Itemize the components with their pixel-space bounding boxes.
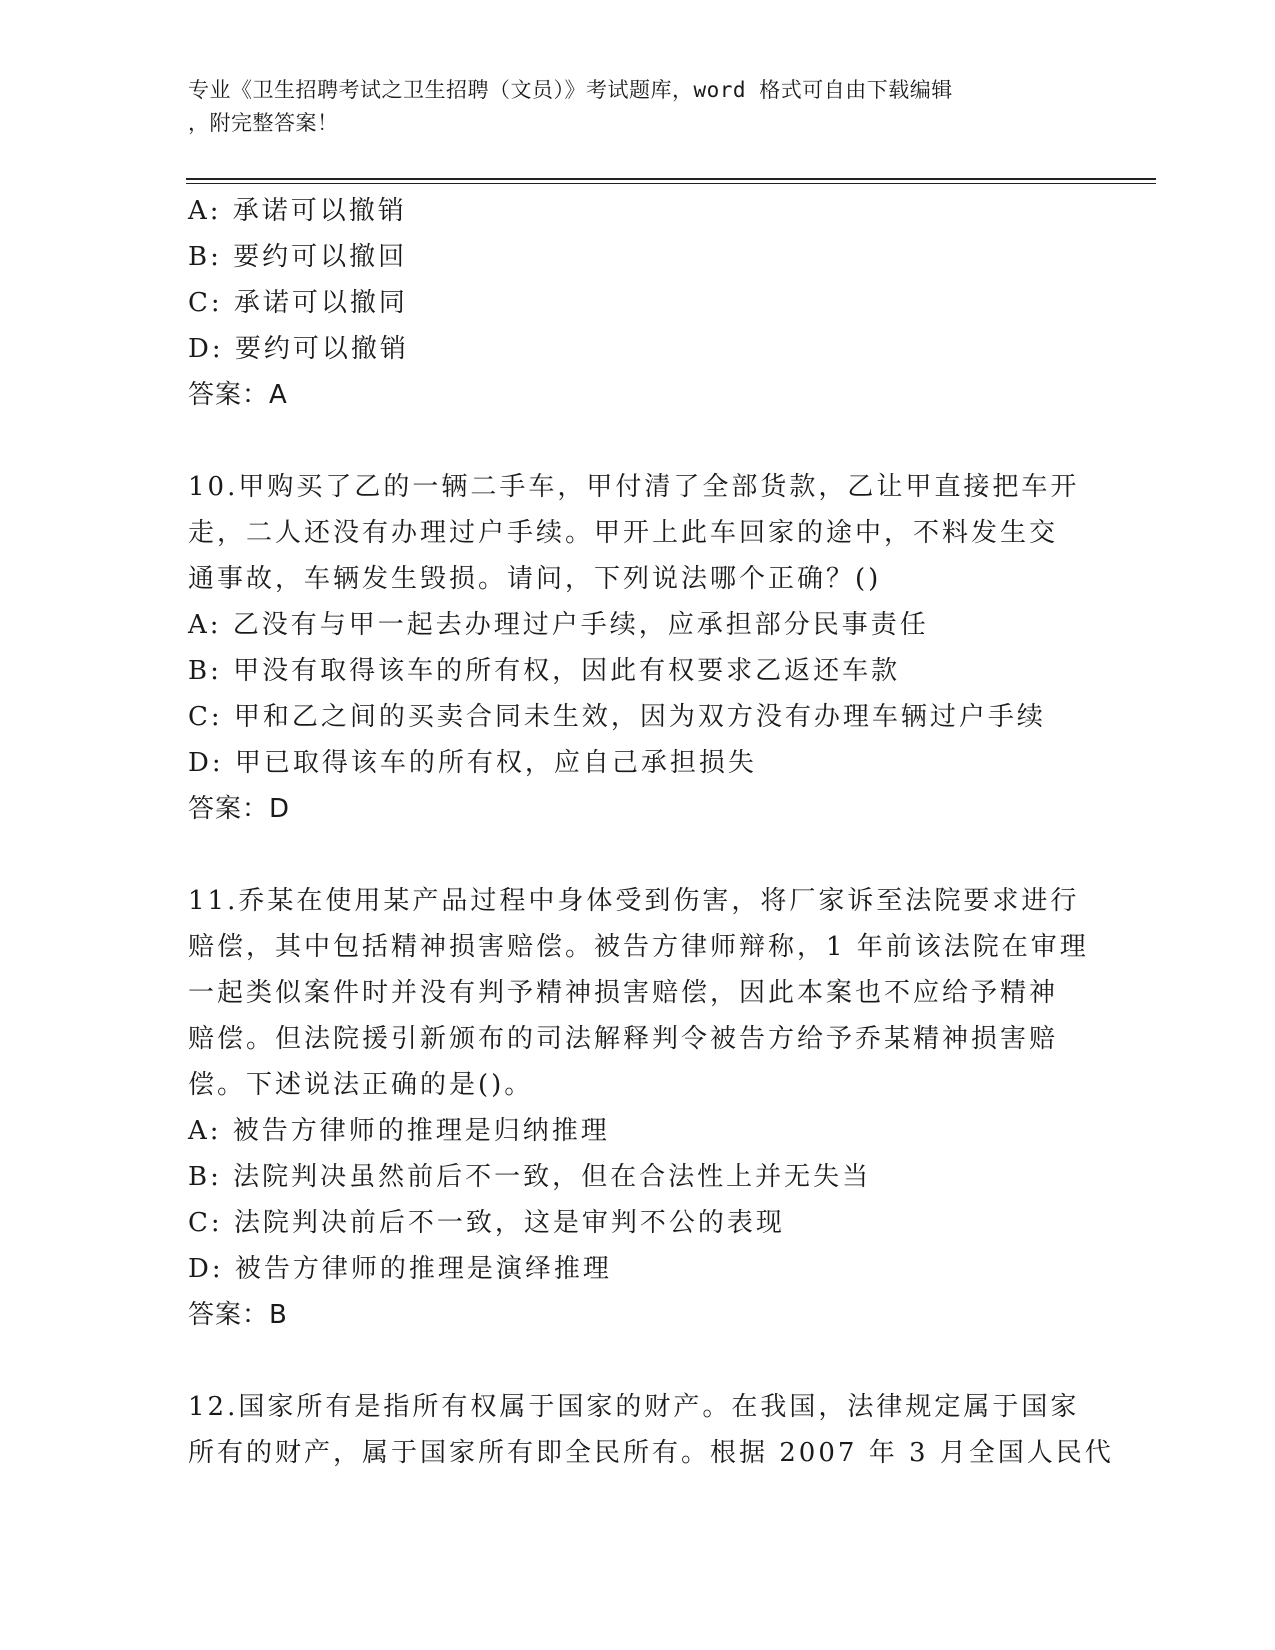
q12-text-line-1: 12.国家所有是指所有权属于国家的财产。在我国，法律规定属于国家 <box>188 1392 1080 1422</box>
q11-option-b: B: 法院判决虽然前后不一致，但在合法性上并无失当 <box>188 1162 872 1192</box>
q10-text-line-3: 通事故，车辆发生毁损。请问，下列说法哪个正确？() <box>188 564 882 594</box>
q9-option-b: B: 要约可以撤回 <box>188 242 408 272</box>
document-body <box>188 188 1114 1476</box>
header-line-1: 专业《卫生招聘考试之卫生招聘（文员）》考试题库，word 格式可自由下载编辑 <box>188 78 953 102</box>
q10-text-line-1: 10.甲购买了乙的一辆二手车，甲付清了全部货款，乙让甲直接把车开 <box>188 472 1080 502</box>
q11-text-line-1: 11.乔某在使用某产品过程中身体受到伤害，将厂家诉至法院要求进行 <box>188 886 1080 916</box>
q12-text-line-2: 所有的财产，属于国家所有即全民所有。根据 2007 年 3 月全国人民代 <box>188 1438 1114 1468</box>
q10-text-line-2: 走，二人还没有办理过户手续。甲开上此车回家的途中，不料发生交 <box>188 518 1059 548</box>
q10-answer: 答案：D <box>188 794 291 824</box>
header-divider-thin <box>186 183 1156 184</box>
q11-text-line-2: 赔偿，其中包括精神损害赔偿。被告方律师辩称，1 年前该法院在审理 <box>188 932 1089 962</box>
spacer <box>188 832 1088 878</box>
spacer <box>188 1338 1088 1384</box>
document-header <box>188 74 1068 140</box>
q9-option-c: C: 承诺可以撤同 <box>188 288 408 318</box>
question-9 <box>188 188 1088 418</box>
question-12 <box>188 1384 1114 1476</box>
q11-text-line-3: 一起类似案件时并没有判予精神损害赔偿，因此本案也不应给予精神 <box>188 978 1059 1008</box>
q11-option-a: A: 被告方律师的推理是归纳推理 <box>188 1116 610 1146</box>
q11-text-line-4: 赔偿。但法院援引新颁布的司法解释判令被告方给予乔某精神损害赔 <box>188 1024 1059 1054</box>
header-line-2: ，附完整答案！ <box>188 111 339 135</box>
header-divider-thick <box>186 178 1156 180</box>
q9-option-a: A: 承诺可以撤销 <box>188 196 407 226</box>
q10-option-d: D: 甲已取得该车的所有权，应自己承担损失 <box>188 748 757 778</box>
q10-option-b: B: 甲没有取得该车的所有权，因此有权要求乙返还车款 <box>188 656 901 686</box>
q10-option-a: A: 乙没有与甲一起去办理过户手续，应承担部分民事责任 <box>188 610 929 640</box>
question-11 <box>188 878 1088 1338</box>
q11-option-d: D: 被告方律师的推理是演绎推理 <box>188 1254 612 1284</box>
q9-option-d: D: 要约可以撤销 <box>188 334 409 364</box>
q11-answer: 答案：B <box>188 1300 288 1330</box>
question-10 <box>188 464 1088 832</box>
q10-option-c: C: 甲和乙之间的买卖合同未生效，因为双方没有办理车辆过户手续 <box>188 702 1046 732</box>
q11-option-c: C: 法院判决前后不一致，这是审判不公的表现 <box>188 1208 785 1238</box>
spacer <box>188 418 1088 464</box>
q9-answer: 答案：A <box>188 380 288 410</box>
q11-text-line-5: 偿。下述说法正确的是()。 <box>188 1070 534 1100</box>
